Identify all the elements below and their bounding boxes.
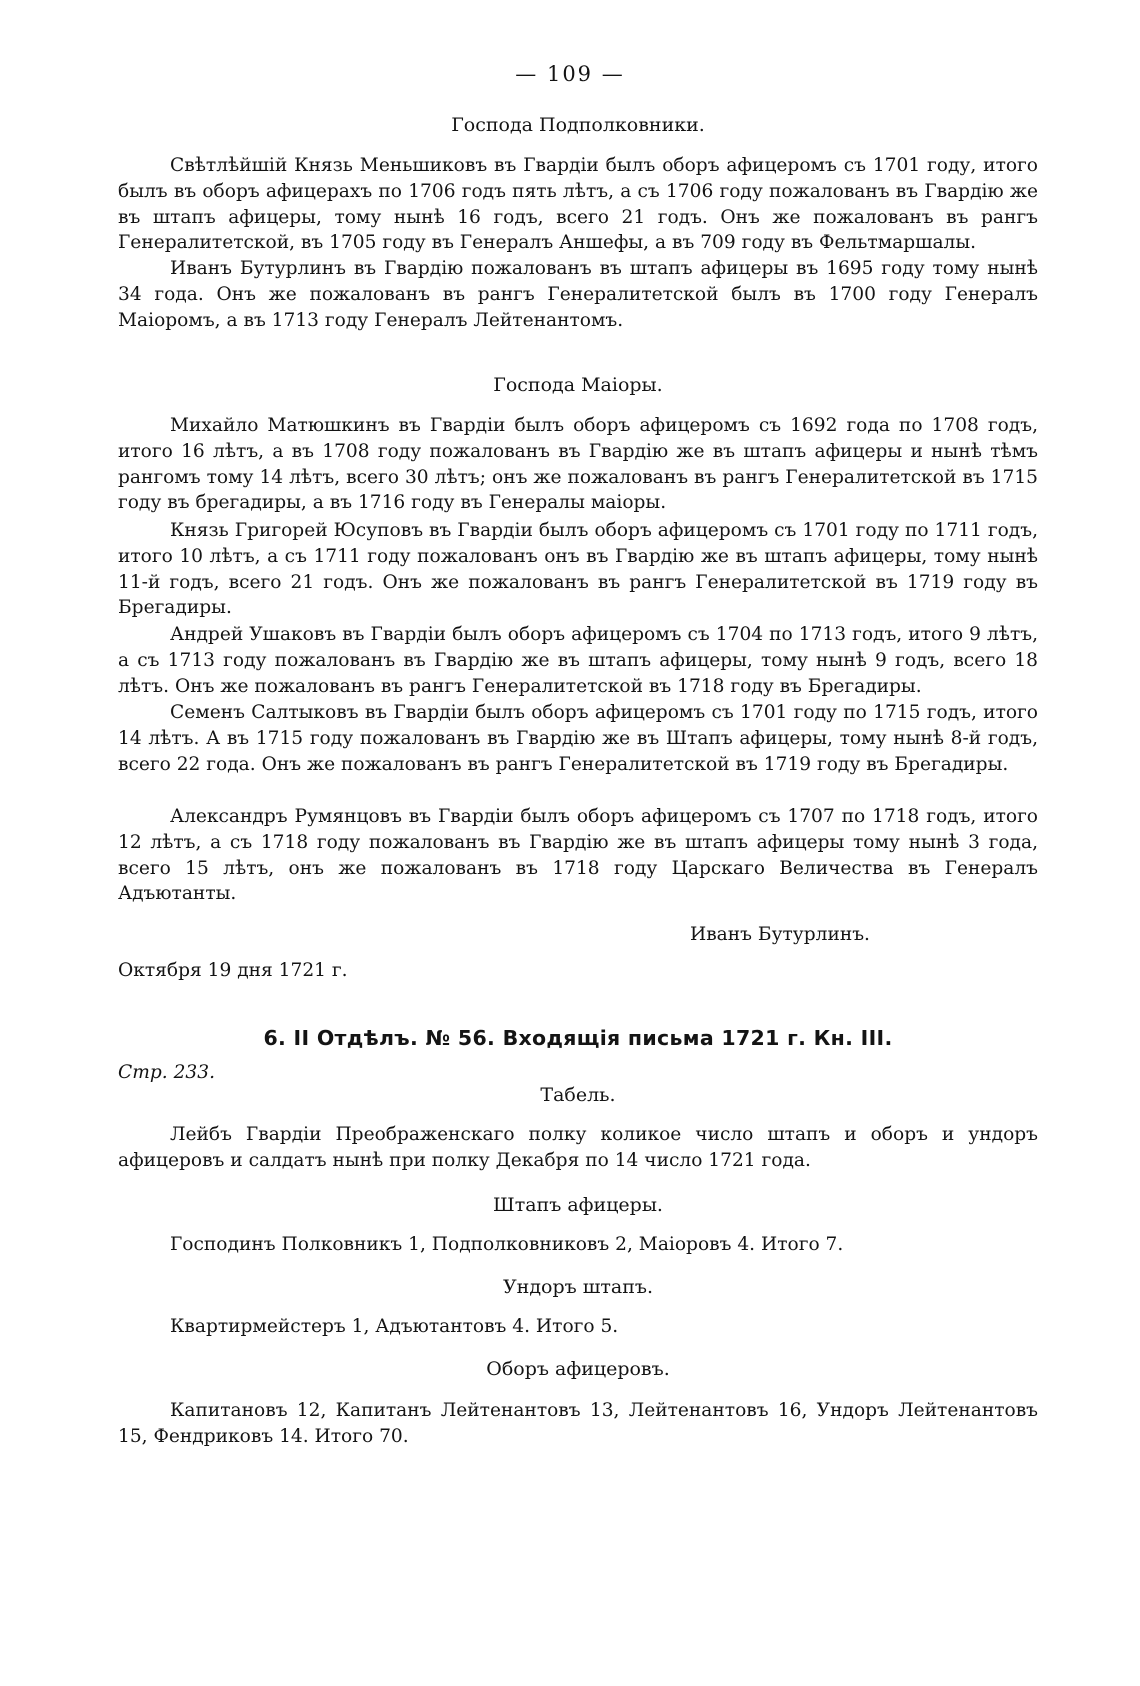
heading-ober-officers: Оборъ афицеровъ. — [486, 1358, 670, 1380]
page-reference: Стр. 233. — [118, 1062, 215, 1083]
paragraph-matyushkin: Михайло Матюшкинъ въ Гвардіи былъ оборъ афицеромъ съ 1692 года по 1708 годъ, итого 16 лѣтъ, а въ 1708 году пожалованъ въ Гвардію же въ штапъ афицеры и нынѣ тѣмъ рангомъ тому 14 лѣтъ, всего 30 лѣтъ; онъ же пожалованъ въ рангъ Генералитетской въ 1715 году въ брегадиры, а въ 1716 году въ Генералы маіоры. — [118, 415, 1038, 514]
signature: Иванъ Бутурлинъ. — [690, 924, 870, 945]
paragraph-rumyantsov: Александръ Румянцовъ въ Гвардіи былъ оборъ афицеромъ съ 1707 по 1718 годъ, итого 12 лѣтъ, а съ 1718 году пожалованъ въ Гвардію же въ штапъ афицеры тому нынѣ 3 года, всего 15 лѣтъ, онъ же пожалованъ въ 1718 году Царскаго Величества въ Генералъ Адъютанты. — [118, 806, 1038, 905]
heading-majors: Господа Маіоры. — [493, 374, 663, 396]
paragraph-buturlin: Иванъ Бутурлинъ въ Гвардію пожалованъ въ штапъ афицеры въ 1695 году тому нынѣ 34 года. Онъ же пожалованъ въ рангъ Генералитетской былъ въ 1700 году Генералъ Маіоромъ, а въ 1713 году Генералъ Лейтенантомъ. — [118, 258, 1038, 331]
paragraph-yusupov: Князь Григорей Юсуповъ въ Гвардіи былъ оборъ афицеромъ съ 1701 году по 1711 годъ, итого 10 лѣтъ, а съ 1711 году пожалованъ онъ въ Гвардію же въ штапъ афицеры, тому нынѣ 11-й годъ, всего 21 годъ. Онъ же пожалованъ въ рангъ Генералитетской въ 1719 году въ Брегадиры. — [118, 520, 1038, 619]
section-title: 6. II Отдѣлъ. № 56. Входящія письма 1721 г. Кн. III. — [263, 1026, 893, 1050]
paragraph-tabel-intro: Лейбъ Гвардіи Преображенскаго полку коликое число штапъ и оборъ и ундоръ афицеровъ и салдатъ нынѣ при полку Декабря по 14 число 1721 года. — [118, 1124, 1038, 1171]
heading-lieutenant-colonels: Господа Подполковники. — [451, 114, 705, 136]
under-staff-line: Квартирмейстеръ 1, Адъютантовъ 4. Итого 5. — [170, 1316, 619, 1337]
paragraph-saltykov: Семенъ Салтыковъ въ Гвардіи былъ оборъ афицеромъ съ 1701 году по 1715 годъ, итого 14 лѣтъ. А въ 1715 году пожалованъ въ Гвардію же въ Штапъ афицеры, тому нынѣ 8-й годъ, всего 22 года. Онъ же пожалованъ въ рангъ Генералитетской въ 1719 году въ Брегадиры. — [118, 702, 1038, 775]
heading-staff-officers: Штапъ афицеры. — [493, 1194, 663, 1216]
heading-tabel: Табель. — [540, 1084, 616, 1106]
document-date: Октября 19 дня 1721 г. — [118, 960, 348, 981]
paragraph-menshikov: Свѣтлѣйшій Князь Меньшиковъ въ Гвардіи былъ оборъ афицеромъ съ 1701 году, итого былъ въ оборъ афицерахъ по 1706 годъ пять лѣтъ, а съ 1706 году пожалованъ въ Гвардію же въ штапъ афицеры, тому нынѣ 16 годъ, всего 21 годъ. Онъ же пожалованъ въ рангъ Генералитетской, въ 1705 году въ Генералъ Аншефы, а въ 709 году въ Фельтмаршалы. — [118, 155, 1038, 254]
staff-officers-line: Господинъ Полковникъ 1, Подполковниковъ 2, Маіоровъ 4. Итого 7. — [170, 1234, 844, 1255]
heading-under-staff: Ундоръ штапъ. — [502, 1276, 654, 1298]
ober-officers-line: Капитановъ 12, Капитанъ Лейтенантовъ 13, Лейтенантовъ 16, Ундоръ Лейтенантовъ 15, Фендриковъ 14. Итого 70. — [118, 1400, 1038, 1447]
page-number: — 109 — — [515, 62, 625, 86]
paragraph-ushakov: Андрей Ушаковъ въ Гвардіи былъ оборъ афицеромъ съ 1704 по 1713 годъ, итого 9 лѣтъ, а съ 1713 году пожалованъ въ Гвардію же въ штапъ афицеры, тому нынѣ 9 годъ, всего 18 лѣтъ. Онъ же пожалованъ въ рангъ Генералитетской въ 1718 году въ Брегадиры. — [118, 624, 1038, 697]
